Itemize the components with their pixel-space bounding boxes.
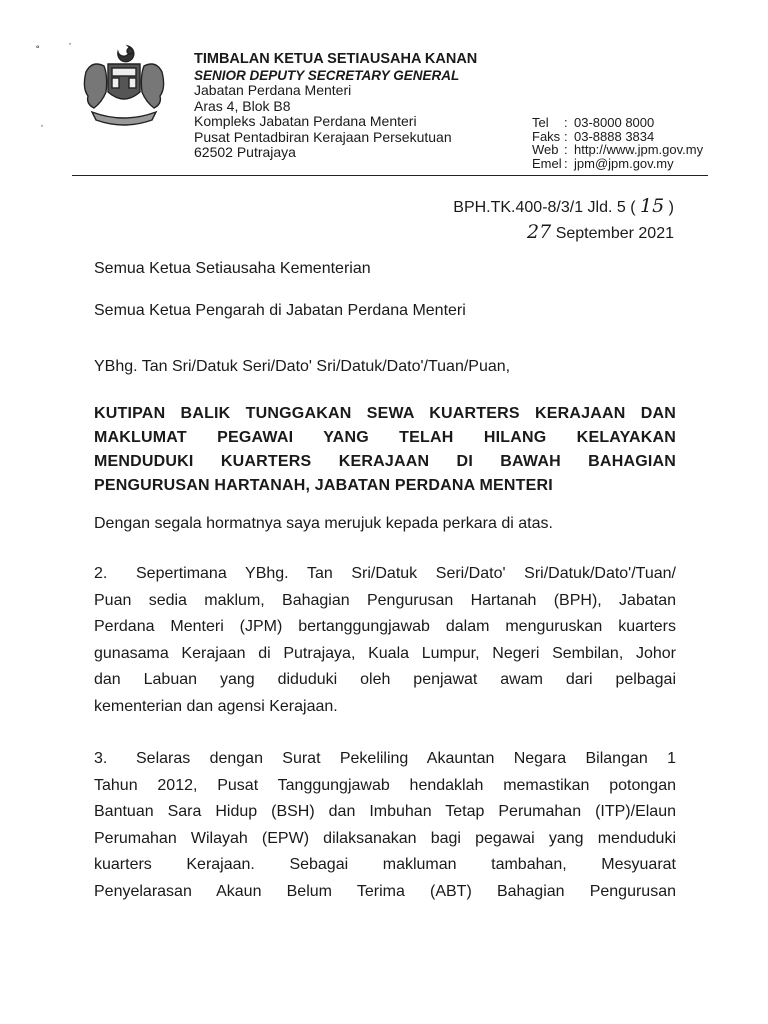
subject-line: KUTIPAN BALIK TUNGGAKAN SEWA KUARTERS KERAJAAN DAN [94,405,676,422]
contact-separator: : [564,142,568,157]
salutation: YBhg. Tan Sri/Datuk Seri/Dato' Sri/Datuk/Dato'/Tuan/Puan, [94,358,511,375]
contact-value: http://www.jpm.gov.my [574,142,704,157]
paragraph-line: Tahun 2012, Pusat Tanggungjawab hendaklah memastikan potongan [94,776,676,794]
letter-date [453,220,674,246]
paragraph-line [94,561,676,588]
paragraph-line [94,746,676,773]
paragraph-line: Puan sedia maklum, Bahagian Pengurusan Hartanah (BPH), Jabatan [94,591,676,609]
paragraph-line: Perumahan Wilayah (EPW) dilaksanakan bagi pegawai yang menduduki [94,829,676,847]
paragraph-line: Bantuan Sara Hidup (BSH) dan Imbuhan Tetap Perumahan (ITP)/Elaun [94,803,676,820]
letterhead-block [194,52,477,161]
paragraph-text: Sepertimana YBhg. Tan Sri/Datuk Seri/Dato' Sri/Datuk/Dato'/Tuan/ [136,565,676,582]
contact-row-email [532,157,703,171]
address-line: Kompleks Jabatan Perdana Menteri [194,113,417,129]
paragraph-line: gunasama Kerajaan di Putrajaya, Kuala Lumpur, Negeri Sembilan, Johor [94,644,676,662]
malaysia-coat-of-arms-icon [78,42,170,128]
date-day: 27 [527,221,552,243]
recipient-line: Semua Ketua Setiausaha Kementerian [94,260,371,277]
paragraph-line: kementerian dan agensi Kerajaan. [94,697,338,715]
subject-line: MENDUDUKI KUARTERS KERAJAAN DI BAWAH BAHAGIAN [94,453,676,470]
contact-row-fax [532,130,703,144]
contact-label: Web [532,142,559,157]
paragraph-2 [94,561,676,720]
paragraph-line: dan Labuan yang diduduki oleh penjawat awam dari pelbagai [94,671,676,688]
reference-block [453,194,674,246]
contact-block [532,116,703,170]
subject-line: MAKLUMAT PEGAWAI YANG TELAH HILANG KELAYAKAN [94,429,676,446]
date-month-year: September 2021 [555,225,674,242]
contact-value: 03-8888 3834 [574,128,655,144]
paragraph-line: Perdana Menteri (JPM) bertanggungjawab dalam menguruskan kuarters [94,618,676,635]
contact-separator: : [564,115,568,130]
recipient-line: Semua Ketua Pengarah di Jabatan Perdana Menteri [94,302,466,319]
paragraph-number: 2. [94,565,108,582]
address-line: Jabatan Perdana Menteri [194,82,352,98]
reference-suffix: ) [668,199,674,216]
contact-value: 03-8000 8000 [574,115,655,130]
letterhead-divider [72,175,708,176]
contact-separator: : [564,155,568,171]
subject-heading [94,402,676,498]
contact-row-tel [532,116,703,130]
contact-row-web [532,143,703,157]
letterhead-title: TIMBALAN KETUA SETIAUSAHA KANAN [194,51,478,67]
opening-sentence: Dengan segala hormatnya saya merujuk kepada perkara di atas. [94,515,553,532]
paragraph-text: Selaras dengan Surat Pekeliling Akauntan Negara Bilangan 1 [136,750,676,767]
paragraph-line: Penyelarasan Akaun Belum Terima (ABT) Bahagian Pengurusan [94,882,676,900]
reference-handwritten-number: 15 [640,195,665,217]
contact-separator: : [564,128,568,144]
contact-label: Emel [532,155,562,171]
reference-prefix: BPH.TK.400-8/3/1 Jld. 5 ( [453,199,636,216]
address-line: Aras 4, Blok B8 [194,97,291,114]
paragraph-number: 3. [94,750,108,767]
letter-body [94,258,676,931]
contact-value: jpm@jpm.gov.my [574,155,674,171]
letterhead-subtitle: SENIOR DEPUTY SECRETARY GENERAL [194,67,460,83]
reference-number [453,194,674,220]
address-line: Pusat Pentadbiran Kerajaan Persekutuan [194,128,452,145]
paragraph-3 [94,746,676,905]
contact-label: Tel [532,115,549,130]
letter-page: ˚ · · TIMBALAN KETUA SETIAUSAHA KANAN SENIOR DEPUTY SECRETARY GENERAL Jabatan Perdana Menteri Aras 4, Blok B8 Kompleks Jabatan Perdana Menteri Pusat Pentadbiran Kerajaan Persekutuan 62502 Putrajaya Tel : 03-8000 8000 Faks : 03-8888 3834 Web : http://www.jpm.gov.my Emel : jpm@jpm.gov.my BPH.TK.400-8/3/1 Jld. 5 ( 15 ) 27 September 2021 Semua Ketua Setiausaha Kementerian Semua Ketua Pengarah di Jabatan Perdana Menteri YBhg. Tan Sri/Datuk Seri/Dato' Sri/Datuk/Dato'/Tuan/Puan, KUTIPAN BALIK TUNGGAKAN SEWA KUARTERS KERAJAAN DAN MAKLUMAT PEGAWAI YANG TELAH HILANG KELAYAKAN MENDUDUKI KUARTERS KERAJAAN DI BAWAH BAHAGIAN PENGURUSAN HARTANAH, JABATAN PERDANA MENTERI Dengan segala hormatnya saya merujuk kepada perkara di atas. 2. Sepertimana YBhg. Tan Sri/Datuk Seri/Dato' Sri/Datuk/Dato'/Tuan/ Puan sedia maklum, Bahagian Pengurusan Hartanah (BPH), Jabatan Perdana Menteri (JPM) bertanggungjawab dalam menguruskan kuarters gunasama Kerajaan di Putrajaya, Kuala Lumpur, Negeri Sembilan, Johor dan Labuan yang diduduki oleh penjawat awam dari pelbagai kementerian dan agensi Kerajaan. 3. Selaras dengan Surat Pekeliling Akauntan Negara Bilangan 1 Tahun 2012, Pusat Tanggungjawab hendaklah memastikan potongan Bantuan Sara Hidup (BSH) dan Imbuhan Tetap Perumahan (ITP)/Elaun Perumahan Wilayah (EPW) dilaksanakan bagi pegawai yang menduduki kuarters Kerajaan. Sebagai makluman tambahan, Mesyuarat Penyelarasan Akaun Belum Terima (ABT) Bahagian Pengurusan [0,0,768,1024]
paragraph-line: kuarters Kerajaan. Sebagai makluman tambahan, Mesyuarat [94,856,676,873]
address-line: 62502 Putrajaya [194,144,296,160]
contact-label: Faks [532,128,561,144]
subject-line: PENGURUSAN HARTANAH, JABATAN PERDANA MENTERI [94,477,553,494]
